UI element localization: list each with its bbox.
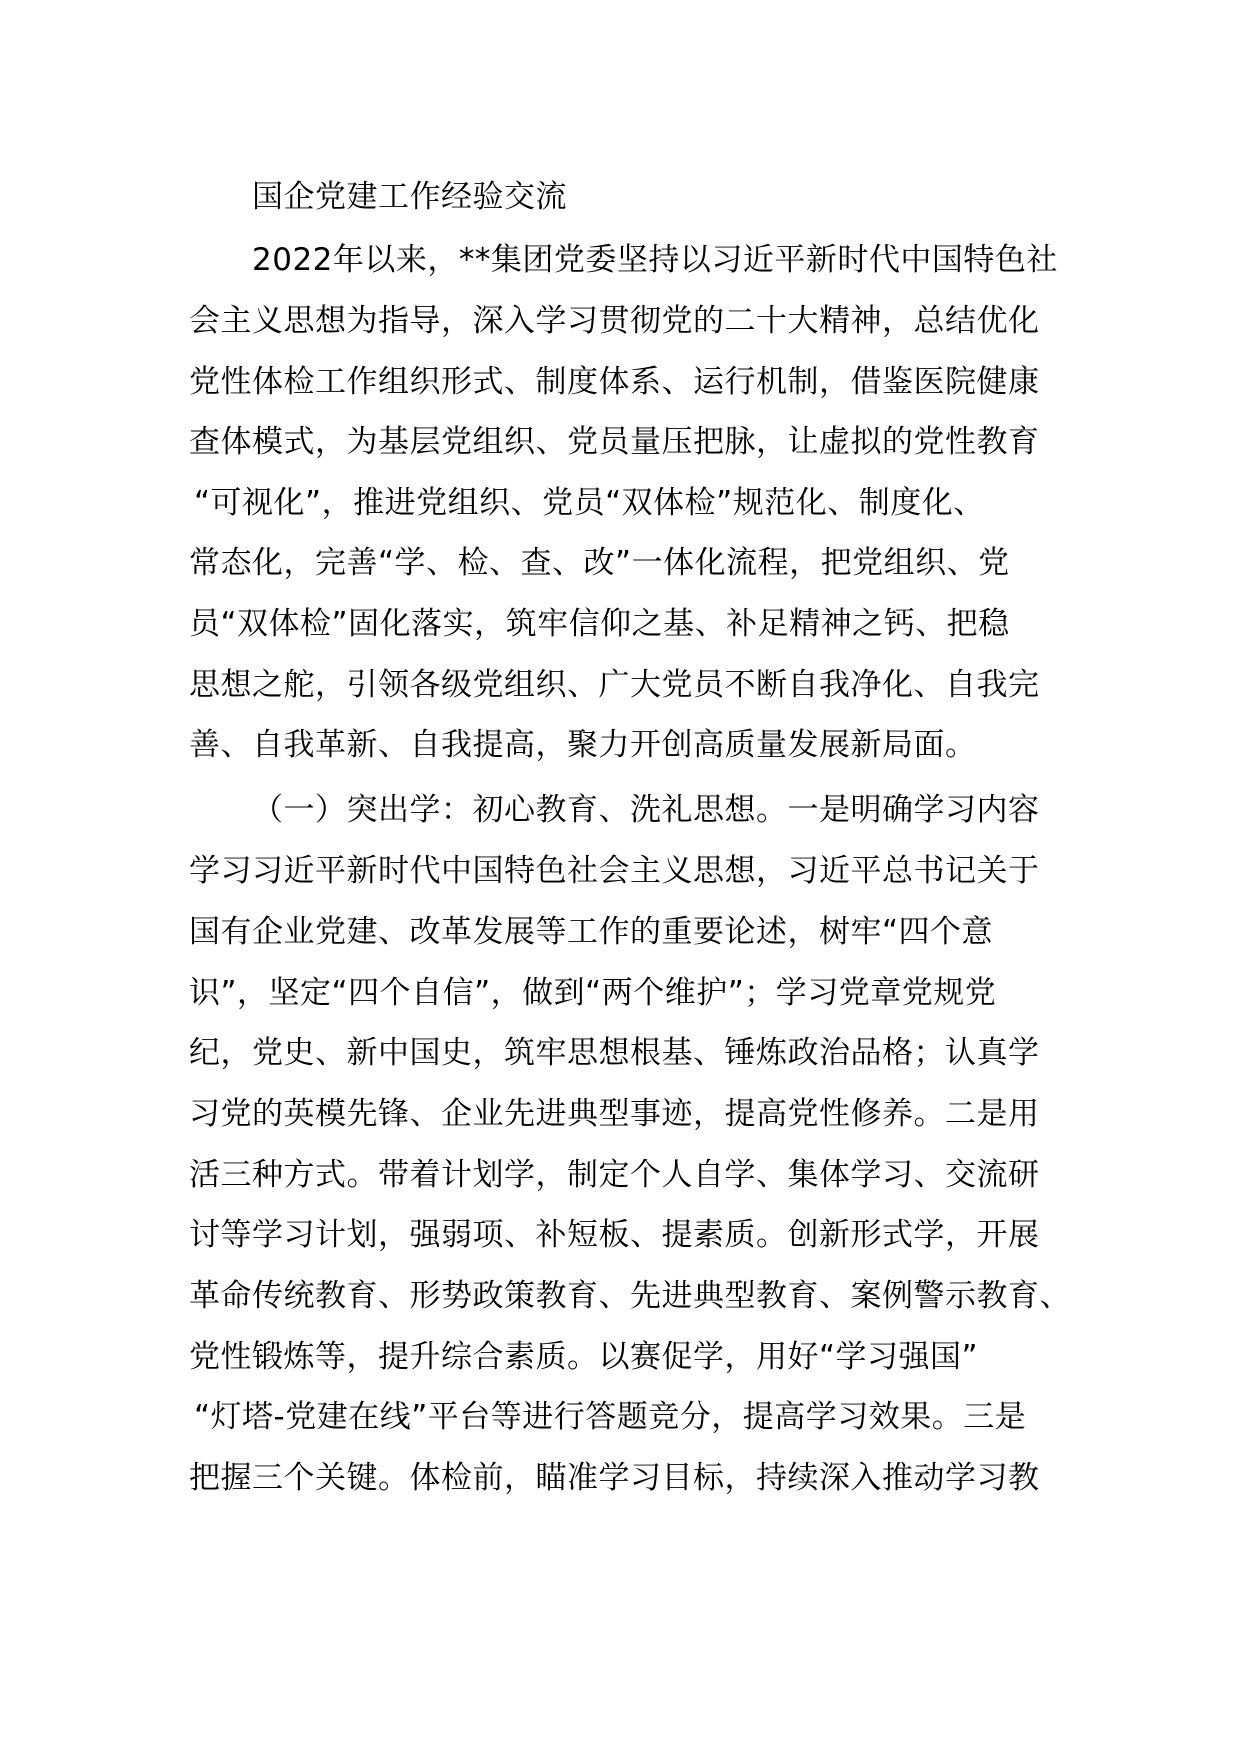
document-title: 国企党建工作经验交流: [252, 179, 567, 215]
paragraph-line: 党性锻炼等，提升综合素质。以赛促学，用好“学习强国”: [189, 1339, 979, 1375]
paragraph-line: 2022年以来，**集团党委坚持以习近平新时代中国特色社: [252, 242, 1058, 278]
paragraph-line: 学习习近平新时代中国特色社会主义思想，习近平总书记关于: [189, 853, 1040, 889]
paragraph-line: 党性体检工作组织形式、制度体系、运行机制，借鉴医院健康: [189, 364, 1040, 400]
paragraph-line: 纪，党史、新中国史，筑牢思想根基、锤炼政治品格；认真学: [189, 1035, 1040, 1071]
section-heading-line: （一）突出学：初心教育、洗礼思想。一是明确学习内容: [252, 792, 1040, 828]
paragraph-line: 革命传统教育、形势政策教育、先进典型教育、案例警示教育、: [189, 1278, 1071, 1314]
paragraph-line: 思想之舵，引领各级党组织、广大党员不断自我净化、自我完: [189, 667, 1040, 703]
paragraph-line: 识”，坚定“四个自信”，做到“两个维护”；学习党章党规党: [189, 975, 997, 1011]
paragraph-line: 讨等学习计划，强弱项、补短板、提素质。创新形式学，开展: [189, 1217, 1040, 1253]
paragraph-line: “灯塔-党建在线”平台等进行答题竞分，提高学习效果。三是: [194, 1399, 1027, 1435]
paragraph-line: 会主义思想为指导，深入学习贯彻党的二十大精神，总结优化: [189, 303, 1040, 339]
paragraph-line: 善、自我革新、自我提高，聚力开创高质量发展新局面。: [189, 727, 977, 763]
paragraph-line: 把握三个关键。体检前，瞄准学习目标，持续深入推动学习教: [189, 1460, 1040, 1496]
paragraph-line: 员“双体检”固化落实，筑牢信仰之基、补足精神之钙、把稳: [189, 606, 1010, 642]
paragraph-line: 查体模式，为基层党组织、党员量压把脉，让虚拟的党性教育: [189, 424, 1040, 460]
paragraph-line: 活三种方式。带着计划学，制定个人自学、集体学习、交流研: [189, 1157, 1040, 1193]
paragraph-line: 常态化，完善“学、检、查、改”一体化流程，把党组织、党: [189, 545, 1010, 581]
paragraph-line: 习党的英模先锋、企业先进典型事迹，提高党性修养。二是用: [189, 1096, 1040, 1132]
paragraph-line: 国有企业党建、改革发展等工作的重要论述，树牢“四个意: [189, 914, 994, 950]
paragraph-line: “可视化”，推进党组织、党员“双体检”规范化、制度化、: [194, 485, 985, 521]
